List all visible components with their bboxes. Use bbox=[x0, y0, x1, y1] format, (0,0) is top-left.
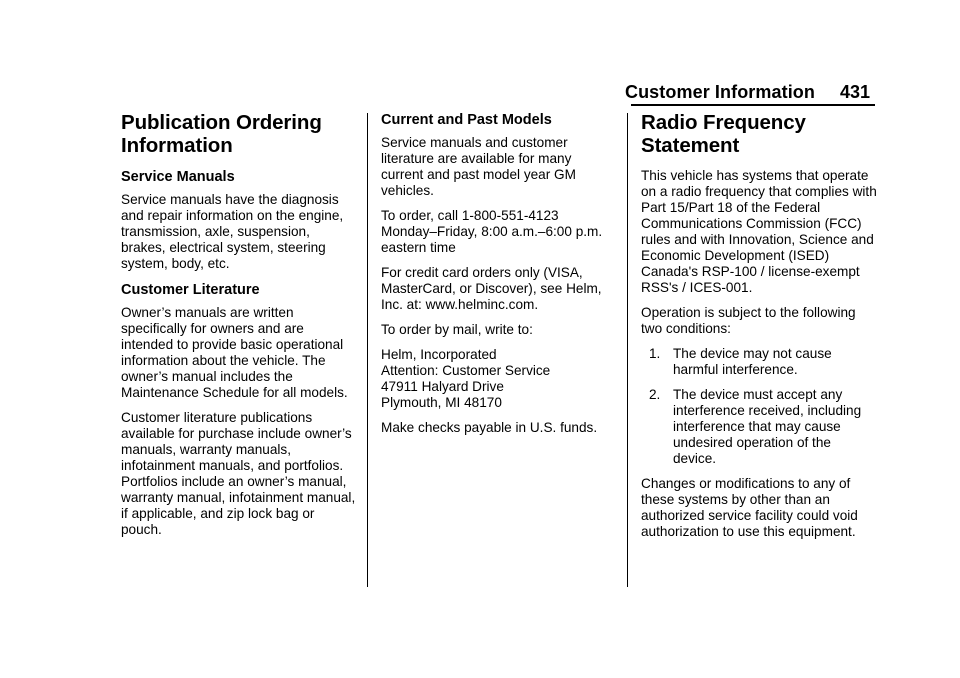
mailing-address bbox=[381, 347, 617, 411]
column-2 bbox=[381, 110, 617, 445]
modifications-text: Changes or modifications to any of these systems by other than an authorized service facility could void authorization to use this equipment. bbox=[641, 476, 858, 539]
customer-literature-text-1: Owner’s manuals are written specifically for owners and are intended to provide basic operational information about the vehicle. The owner’s manual includes the Maintenance Schedule for all models. bbox=[121, 305, 348, 400]
column-3 bbox=[641, 110, 877, 549]
customer-literature-heading: Customer Literature bbox=[121, 282, 260, 298]
list-item-number: 2. bbox=[649, 387, 661, 402]
service-manuals-heading: Service Manuals bbox=[121, 169, 235, 185]
section-title: Customer Information bbox=[624, 82, 815, 102]
list-item bbox=[641, 346, 877, 378]
column-1 bbox=[121, 110, 357, 547]
column-divider-1 bbox=[367, 113, 368, 587]
address-line: Plymouth, MI 48170 bbox=[381, 395, 502, 410]
radio-frequency-text-1: This vehicle has systems that operate on a radio frequency that complies with Part 15/Part 18 of the Federal Communications Commission (FCC) rules and with Innovation, Science and Economic Development (ISED) Canada's RSP-100 / license-exempt RSS's / ICES-001. bbox=[641, 168, 877, 295]
conditions-list bbox=[641, 346, 877, 467]
list-item-number: 1. bbox=[649, 346, 661, 361]
customer-literature-text-2: Customer literature publications available for purchase include owner’s manuals, warranty manuals, infotainment manuals, and portfolios. Portfolios include an owner’s manual, warranty manual, infotainment manual, if applicable, and zip lock bag or pouch. bbox=[121, 410, 356, 537]
conditions-intro-text: Operation is subject to the following two conditions: bbox=[641, 305, 856, 336]
credit-card-text: For credit card orders only (VISA, MasterCard, or Discover), see Helm, Inc. at: www.helminc.com. bbox=[381, 265, 602, 312]
publication-ordering-title: Publication Ordering Information bbox=[121, 111, 322, 157]
list-item-text: The device must accept any interference received, including interference that may cause undesired operation of the device. bbox=[673, 387, 862, 466]
service-manuals-text: Service manuals have the diagnosis and repair information on the engine, transmission, axle, suspension, brakes, electrical system, steering system, body, etc. bbox=[121, 192, 344, 271]
current-past-models-heading: Current and Past Models bbox=[381, 112, 552, 128]
list-item bbox=[641, 387, 877, 467]
order-phone-text: To order, call 1-800-551-4123 Monday–Friday, 8:00 a.m.–6:00 p.m. eastern time bbox=[381, 208, 603, 255]
column-divider-2 bbox=[627, 113, 628, 587]
address-line: Helm, Incorporated bbox=[381, 347, 497, 362]
radio-frequency-title: Radio Frequency Statement bbox=[641, 111, 806, 157]
checks-payable-text: Make checks payable in U.S. funds. bbox=[381, 420, 598, 435]
models-text-1: Service manuals and customer literature are available for many current and past model year GM vehicles. bbox=[381, 135, 576, 198]
list-item-text: The device may not cause harmful interference. bbox=[673, 346, 832, 377]
address-line: 47911 Halyard Drive bbox=[381, 379, 504, 394]
address-line: Attention: Customer Service bbox=[381, 363, 551, 378]
order-mail-text: To order by mail, write to: bbox=[381, 322, 533, 337]
header-rule bbox=[631, 104, 875, 106]
page-number: 431 bbox=[839, 82, 870, 102]
